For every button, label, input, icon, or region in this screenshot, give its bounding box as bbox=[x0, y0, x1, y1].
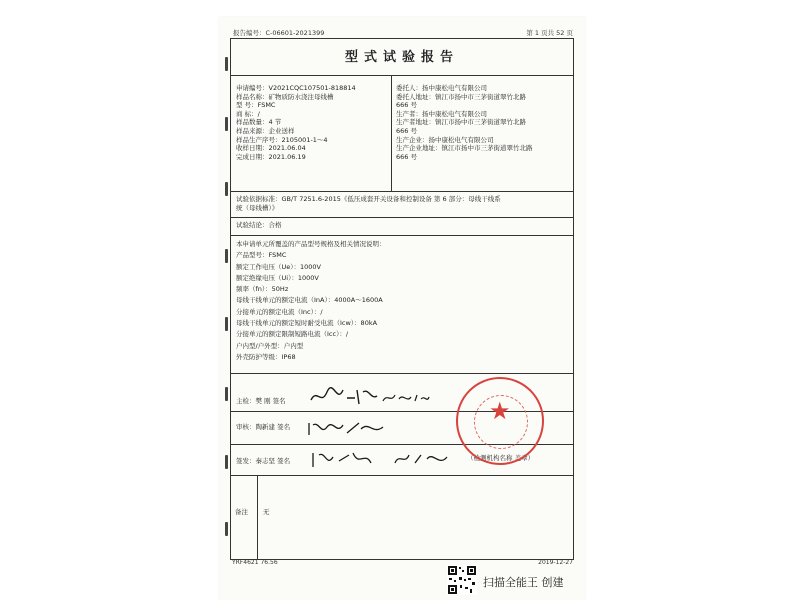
reviewer-label: 审核：陶新建 签名 bbox=[236, 423, 291, 431]
scanner-brand: 扫描全能王 创建 bbox=[483, 576, 564, 589]
qr-code-icon bbox=[447, 565, 477, 595]
issuer-signature bbox=[311, 449, 461, 473]
divider bbox=[231, 191, 573, 192]
client-info: 委托人：扬中康松电气有限公司 委托人地址：镇江市扬中市三茅街道翠竹北路 666 号 生产者：扬中康松电气有限公司 生产者地址：镇江市扬中市三茅街道翠竹北路 666 号 生产企业：扬中康松电气有限公司 生产企业地址：镇江市扬中市三茅街道翠竹北路 666 号 bbox=[396, 84, 533, 161]
inspector-signature bbox=[309, 386, 379, 408]
sample-info: 申请编号：V2021CQC107501-818814 样品名称：矿物质防水浇注母线槽 型 号：FSMC 商 标：/ 样品数量：4 节 样品来源：企业送样 样品生产序号：2105001-1～4 收样日期：2021.06.04 完成日期：2021.06.19 bbox=[236, 84, 356, 161]
stamp-note: （检测机构名称 盖章） bbox=[467, 454, 535, 462]
inspector-date-handwritten bbox=[381, 391, 431, 405]
divider bbox=[231, 217, 573, 218]
remarks-divider bbox=[257, 475, 258, 559]
official-seal: ★ bbox=[456, 377, 544, 465]
reviewer-signature bbox=[307, 419, 387, 439]
footer-date: 2019-12-27 bbox=[538, 559, 573, 566]
test-basis: 试验依据标准：GB/T 7251.6-2015《低压成套开关设备和控制设备 第 6 部分：母线干线系 统（母线槽）》 bbox=[236, 195, 501, 212]
remarks-label: 备注 bbox=[235, 508, 248, 516]
remarks-value: 无 bbox=[263, 508, 270, 516]
page-info: 第 1 页共 52 页 bbox=[526, 29, 573, 37]
report-page bbox=[219, 17, 585, 600]
report-title: 型式试验报告 bbox=[344, 50, 459, 65]
column-divider bbox=[391, 75, 392, 191]
issuer-label: 签发：秦志坚 签名 bbox=[236, 457, 291, 465]
inspector-label: 主检：樊 刚 签名 bbox=[236, 397, 286, 405]
divider bbox=[231, 475, 573, 476]
divider bbox=[231, 75, 573, 76]
test-conclusion: 试验结论：合格 bbox=[236, 221, 282, 229]
divider bbox=[231, 235, 573, 236]
divider bbox=[231, 373, 573, 374]
report-number: 报告编号：C-06601-2021399 bbox=[233, 29, 325, 37]
footer-code: YRF4621 76.56 bbox=[232, 559, 278, 566]
product-details: 本申请单元所覆盖的产品型号规格及相关情况说明： 产品型号：FSMC 额定工作电压（Ue）：1000V 额定绝缘电压（Ui）：1000V 频率（fn）：50Hz 母线干线单元的额定电流（InA）：4000A～1600A 分接单元的额定电流（Inc）：/ 母线干线单元的额定短时耐受电流（Icw）：80kA 分接单元的额定限制短路电流（Icc）：/ 户内型/户外型：户内型 外壳防护等级：IP68 bbox=[236, 240, 386, 361]
report-frame bbox=[230, 38, 574, 560]
